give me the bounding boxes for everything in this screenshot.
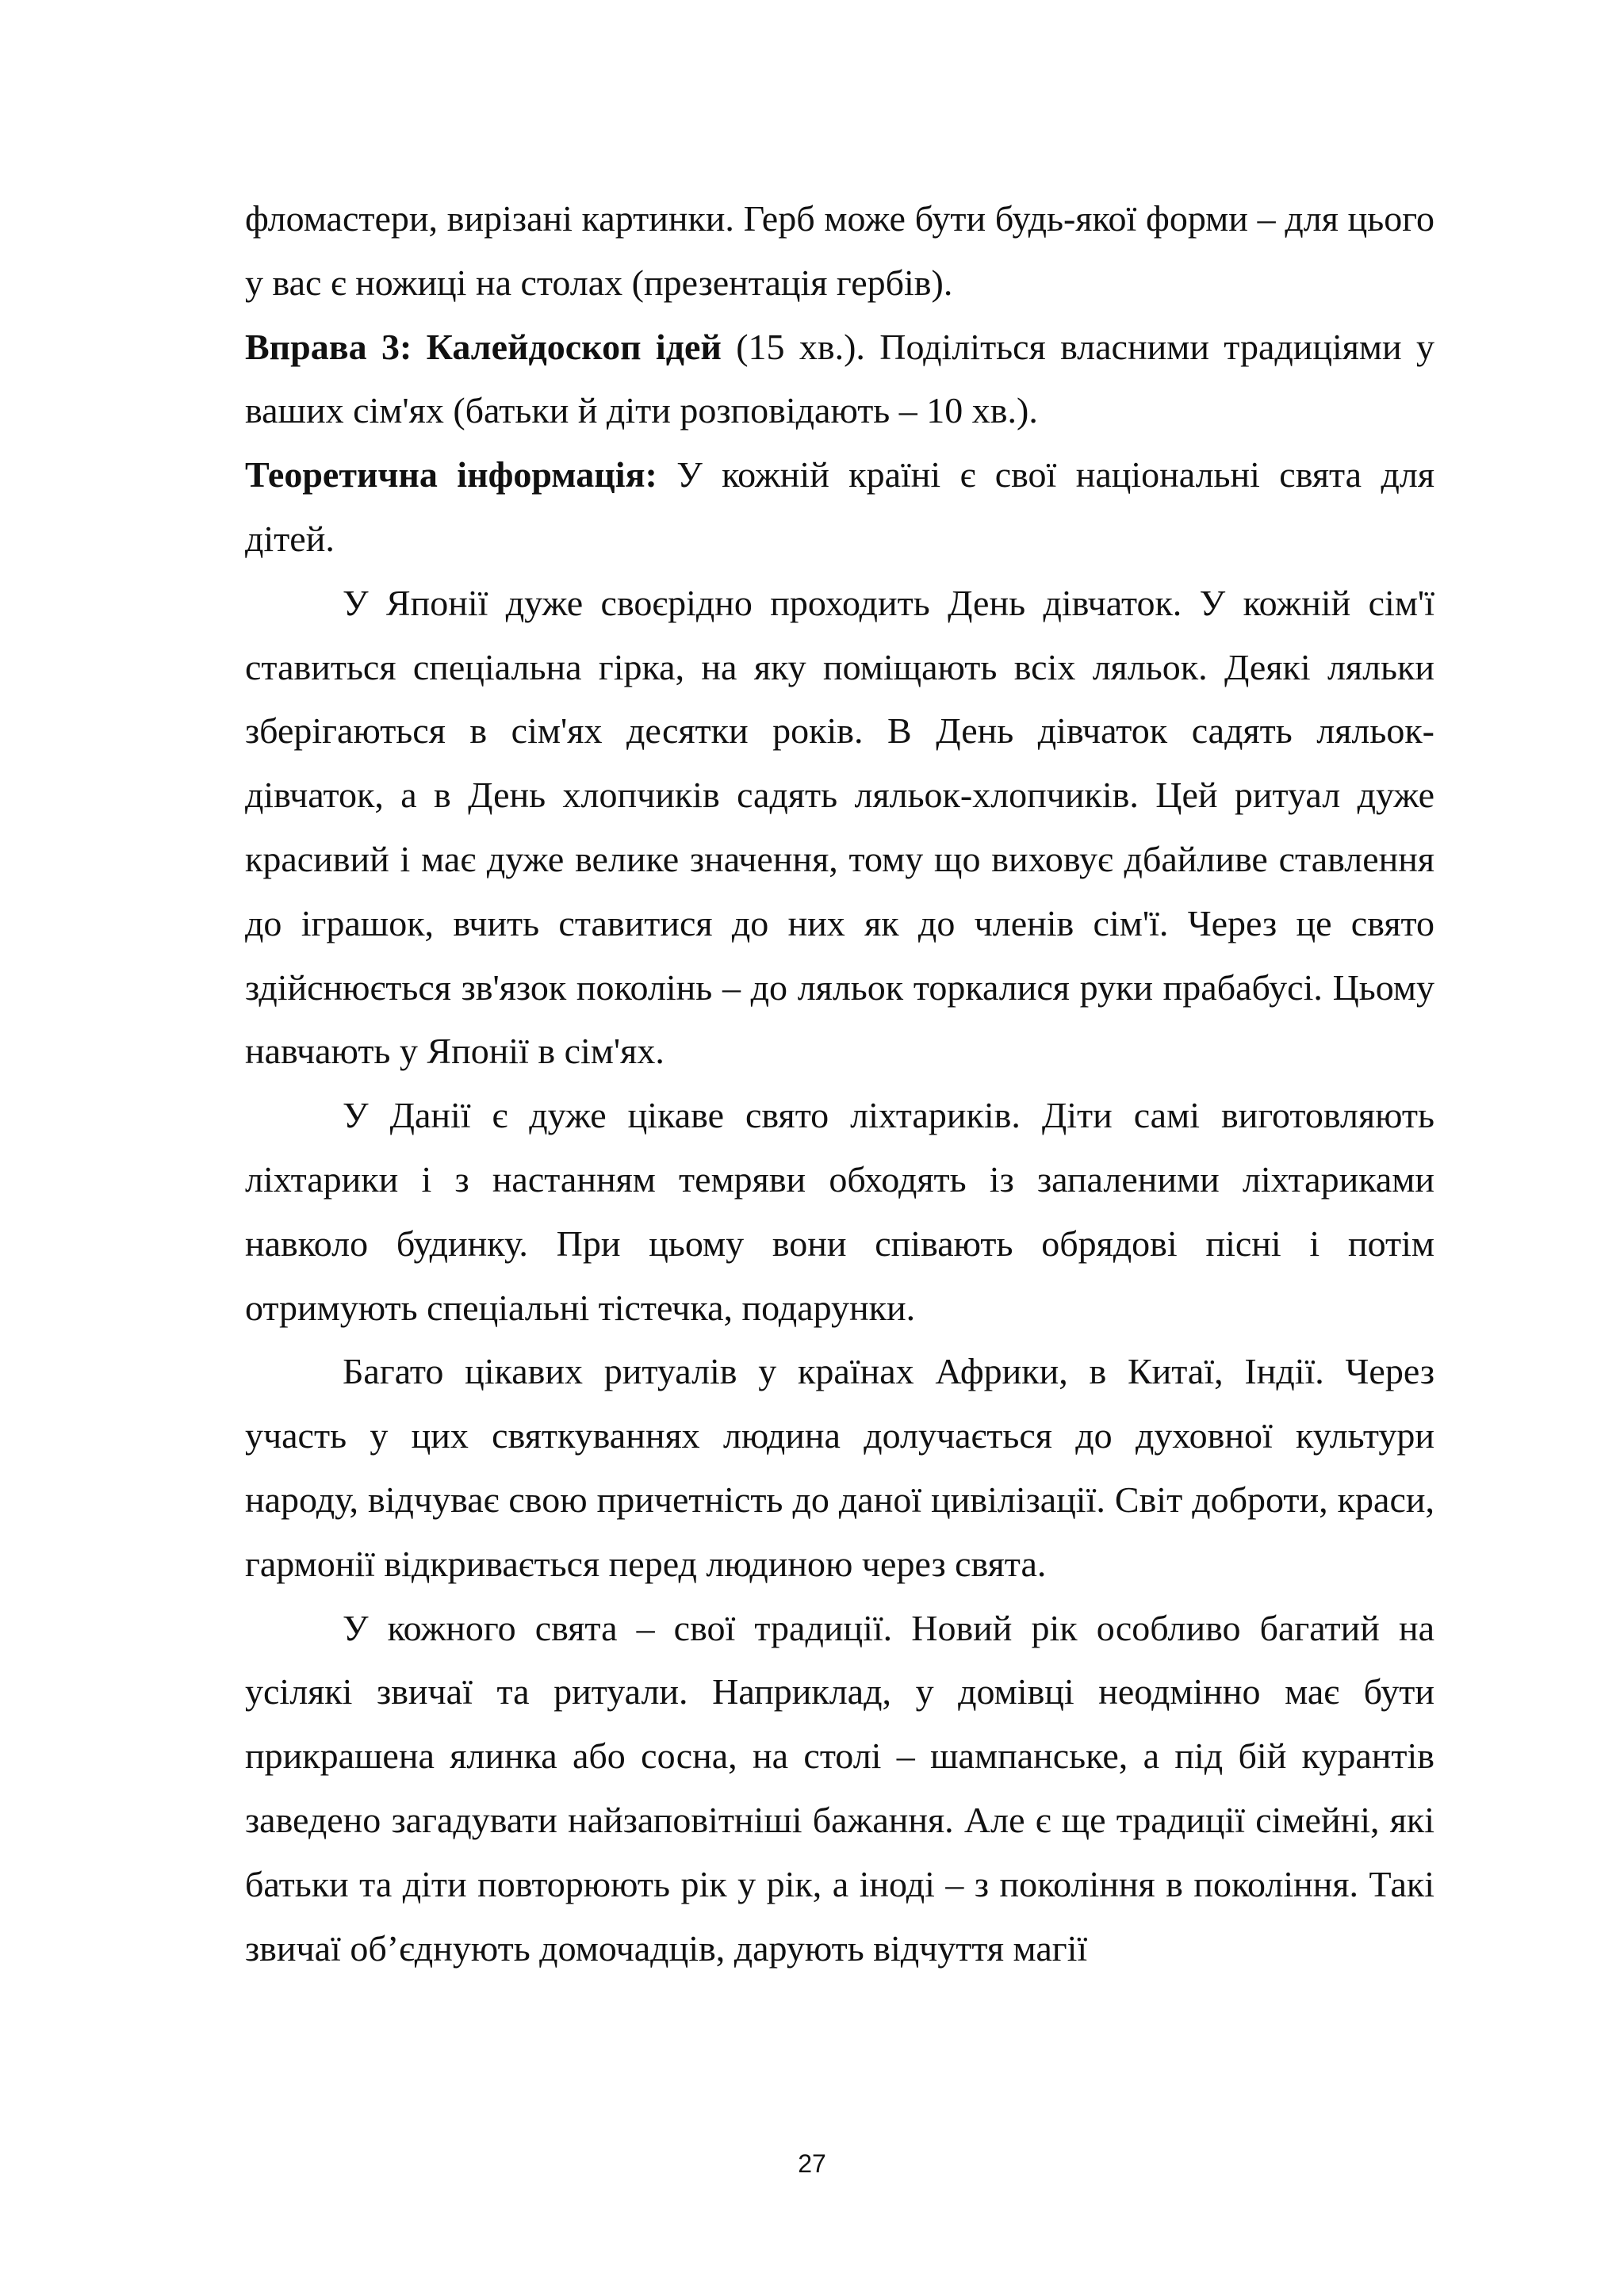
paragraph-theory	[245, 443, 1434, 572]
body-text	[245, 187, 1434, 1980]
paragraph-text: У Данії є дуже цікаве свято ліхтариків. Діти самі виготовляють ліхтарики і з настанням темряви обходять із запаленими ліхтариками навколо будинку. При цьому вони співають обрядові пісні і потім отримують спеціальні тістечка, подарунки.	[245, 1095, 1434, 1328]
paragraph-text: У кожного свята – свої традиції. Новий рік особливо багатий на усілякі звичаї та ритуали. Наприклад, у домівці неодмінно має бути прикрашена ялинка або сосна, на столі – шампанське, а під бій курантів заведено загадувати найзаповітніші бажання. Але є ще традиції сімейні, які батьки та діти повторюють рік у рік, а іноді – з покоління в покоління. Такі звичаї об’єднують домочадців, дарують відчуття магії	[245, 1607, 1434, 1969]
paragraph-text: У кожній країні є свої національні свята для дітей.	[245, 454, 1434, 559]
page-number: 27	[798, 2149, 826, 2178]
theory-heading: Теоретична інформація:	[245, 454, 657, 496]
exercise-heading: Вправа 3: Калейдоскоп ідей	[245, 326, 722, 367]
paragraph-japan	[245, 572, 1434, 1084]
paragraph-text: Багато цікавих ритуалів у країнах Африки, в Китаї, Індії. Через участь у цих святкуваннях людина долучається до духовної культури народу, відчуває свою причетність до даної цивілізації. Світ доброти, краси, гармонії відкривається перед людиною через свята.	[245, 1351, 1434, 1584]
paragraph-exercise-3	[245, 316, 1434, 444]
paragraph-text: фломастери, вирізані картинки. Герб може бути будь-якої форми – для цього у вас є ножиці на столах (презентація гербів).	[245, 198, 1434, 303]
paragraph-new-year	[245, 1597, 1434, 1981]
paragraph-continuation	[245, 187, 1434, 316]
paragraph-text: У Японії дуже своєрідно проходить День дівчаток. У кожній сім'ї ставиться спеціальна гірка, на яку поміщають всіх ляльок. Деякі ляльки зберігаються в сім'ях десятки років. В День дівчаток садять ляльок-дівчаток, а в День хлопчиків садять ляльок-хлопчиків. Цей ритуал дуже красивий і має дуже велике значення, тому що виховує дбайливе ставлення до іграшок, вчить ставитися до них як до членів сім'ї. Через це свято здійснюється зв'язок поколінь – до ляльок торкалися руки прабабусі. Цьому навчають у Японії в сім'ях.	[245, 582, 1434, 1072]
paragraph-rituals	[245, 1340, 1434, 1596]
paragraph-text: (15 хв.). Поділіться власними традиціями у ваших сім'ях (батьки й діти розповідають – 10 хв.).	[245, 326, 1434, 431]
paragraph-denmark	[245, 1084, 1434, 1340]
